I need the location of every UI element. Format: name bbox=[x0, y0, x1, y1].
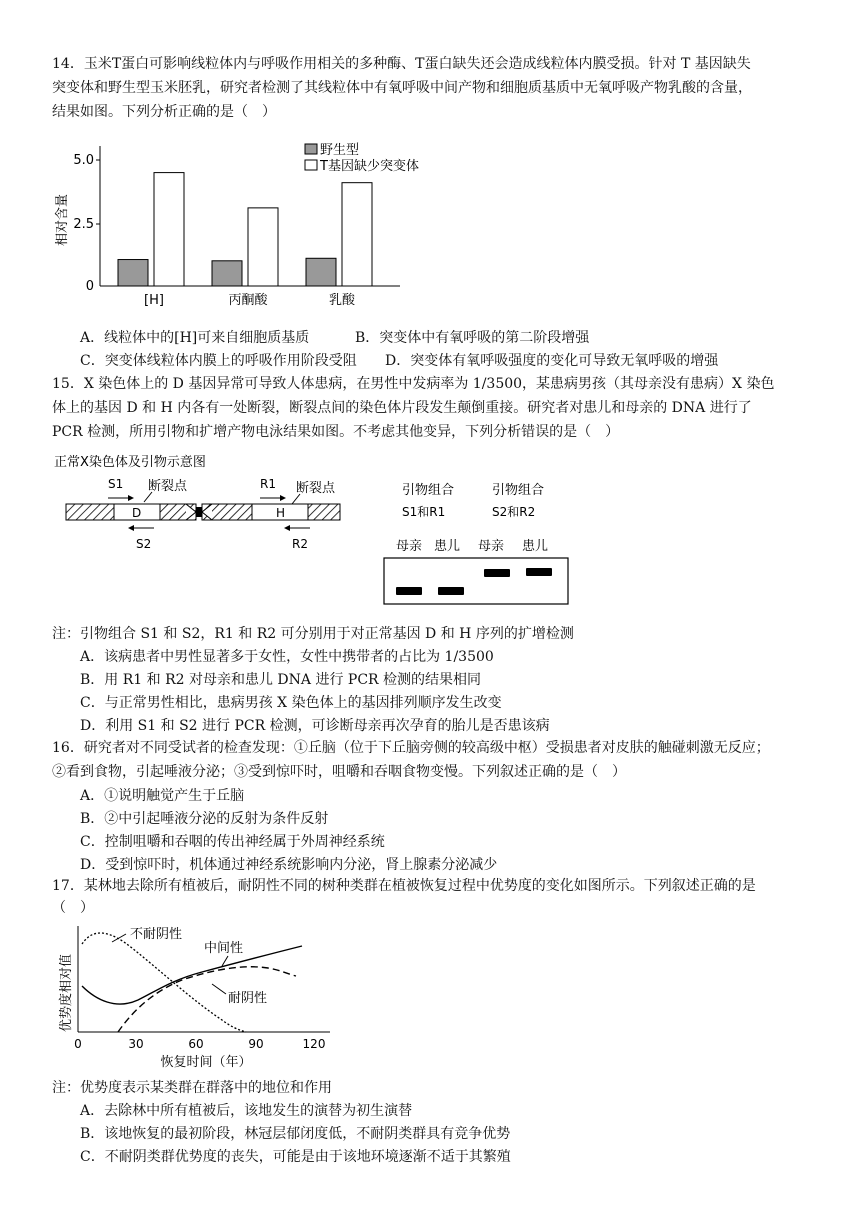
curve-xlabel: 恢复时间（年） bbox=[160, 1055, 252, 1070]
q14-bar-chart bbox=[52, 138, 452, 318]
primer-s1-label: S1 bbox=[108, 477, 124, 491]
q15-option-a: A．该病患者中男性显著多于女性，女性中携带者的占比为 1/3500 bbox=[80, 649, 494, 665]
lane-label-mother-2: 母亲 bbox=[478, 539, 505, 554]
chart-ytick-1: 2.5 bbox=[73, 217, 94, 232]
gene-d-label: D bbox=[132, 506, 142, 520]
primer-s1-arrowhead bbox=[128, 495, 134, 501]
q17-stem-line-2: （ ） bbox=[52, 900, 94, 916]
primer-r2-label: R2 bbox=[292, 537, 308, 551]
q17-option-a: A．去除林中所有植被后，该地发生的演替为初生演替 bbox=[80, 1103, 413, 1119]
lane-label-mother-1: 母亲 bbox=[396, 539, 423, 554]
curve-tolerant bbox=[82, 946, 302, 1004]
bar-mutant-2 bbox=[342, 183, 372, 286]
q15-gel-electrophoresis bbox=[380, 476, 580, 608]
gel-band-mother-s1r1 bbox=[396, 587, 422, 595]
q16-option-d: D．受到惊吓时，机体通过神经系统影响内分泌，肾上腺素分泌减少 bbox=[80, 857, 498, 873]
bar-wildtype-0 bbox=[118, 260, 148, 286]
gel-band-child-s1r1 bbox=[438, 587, 464, 595]
q15-option-d: D．利用 S1 和 S2 进行 PCR 检测，可诊断母亲再次孕育的胎儿是否患该病 bbox=[80, 718, 550, 734]
primer-r1-arrowhead bbox=[280, 495, 286, 501]
gel-group1-sub: S1和R1 bbox=[402, 505, 446, 519]
chart-category-label: [H] bbox=[144, 293, 164, 308]
gel-group2-sub: S2和R2 bbox=[492, 505, 536, 519]
curve-xtick-90: 90 bbox=[248, 1037, 264, 1051]
q14-stem-line-2: 突变体和野生型玉米胚乳，研究者检测了其线粒体中有氧呼吸中间产物和细胞质基质中无氧呼吸产物乳酸的含量， bbox=[52, 80, 752, 96]
q15-chromosome-diagram bbox=[52, 450, 352, 560]
q16-stem-line-2: ②看到食物，引起唾液分泌；③受到惊吓时，咀嚼和吞咽食物变慢。下列叙述正确的是（ ） bbox=[52, 764, 626, 780]
lane-label-child-1: 患儿 bbox=[434, 539, 461, 554]
q14-option-c: C．突变体线粒体内膜上的呼吸作用阶段受阻 bbox=[80, 353, 357, 369]
q15-stem-line-3: PCR 检测，所用引物和扩增产物电泳结果如图。不考虑其他变异，下列分析错误的是（ ） bbox=[52, 424, 620, 440]
curve-label-tolerant: 耐阴性 bbox=[228, 991, 268, 1006]
primer-r2-arrowhead bbox=[284, 525, 290, 531]
q14-stem-line-1: 14．玉米T蛋白可影响线粒体内与呼吸作用相关的多种酶、T蛋白缺失还会造成线粒体内膜受损。针对 T 基因缺失 bbox=[52, 56, 751, 72]
primer-s2-arrowhead bbox=[128, 525, 134, 531]
q14-option-d: D．突变体有氧呼吸强度的变化可导致无氧呼吸的增强 bbox=[385, 353, 719, 369]
centromere-core bbox=[196, 507, 202, 517]
curve-xtick-120: 120 bbox=[302, 1037, 326, 1051]
chart-ytick-2: 5.0 bbox=[73, 153, 94, 168]
q14-option-a: A．线粒体中的[H]可来自细胞质基质 bbox=[80, 330, 310, 346]
q14-stem-line-3: 结果如图。下列分析正确的是（ ） bbox=[52, 104, 276, 120]
label-pointer-intolerant bbox=[112, 934, 126, 942]
chart-bars bbox=[118, 173, 372, 286]
chart-ylabel: 相对含量 bbox=[55, 193, 70, 246]
chart-ytick-0: 0 bbox=[85, 279, 94, 294]
q17-option-c: C．不耐阴类群优势度的丧失，可能是由于该地环境逐渐不适于其繁殖 bbox=[80, 1149, 511, 1165]
primer-r1-label: R1 bbox=[260, 477, 276, 491]
curve-label-intermediate: 中间性 bbox=[204, 941, 244, 956]
q14-option-b: B．突变体中有氧呼吸的第二阶段增强 bbox=[355, 330, 590, 346]
curve-xtick-30: 30 bbox=[128, 1037, 144, 1051]
bar-wildtype-1 bbox=[212, 261, 242, 286]
label-pointer-intermediate bbox=[222, 956, 228, 966]
q16-option-a: A．①说明触觉产生于丘脑 bbox=[80, 788, 245, 804]
q16-stem-line-1: 16．研究者对不同受试者的检查发现：①丘脑（位于下丘脑旁侧的较高级中枢）受损患者对皮肤的触碰刺激无反应； bbox=[52, 740, 770, 756]
gel-frame bbox=[384, 558, 568, 604]
curve-intermediate bbox=[118, 967, 296, 1032]
q15-note: 注：引物组合 S1 和 S2，R1 和 R2 可分别用于对正常基因 D 和 H 序列的扩增检测 bbox=[52, 626, 574, 642]
q17-option-b: B．该地恢复的最初阶段，林冠层郁闭度低，不耐阴类群具有竞争优势 bbox=[80, 1126, 511, 1142]
gel-band-mother-s2r2 bbox=[484, 569, 510, 577]
label-pointer-tolerant bbox=[212, 984, 226, 994]
chart-category-label: 丙酮酸 bbox=[228, 293, 268, 308]
q17-dominance-curve bbox=[52, 920, 352, 1072]
gene-h-label: H bbox=[276, 506, 286, 520]
gel-band-child-s2r2 bbox=[526, 568, 552, 576]
q16-option-c: C．控制咀嚼和吞咽的传出神经属于外周神经系统 bbox=[80, 834, 385, 850]
curve-ylabel: 优势度相对值 bbox=[59, 953, 74, 1032]
gel-group1-title: 引物组合 bbox=[402, 483, 455, 498]
gel-group2-title: 引物组合 bbox=[492, 483, 545, 498]
chromosome-diagram-title: 正常X染色体及引物示意图 bbox=[54, 455, 206, 470]
bar-mutant-1 bbox=[248, 208, 278, 286]
q17-note: 注：优势度表示某类群在群落中的地位和作用 bbox=[52, 1080, 332, 1096]
primer-s2-label: S2 bbox=[136, 537, 152, 551]
break-point-label-1: 断裂点 bbox=[148, 479, 188, 494]
q15-option-b: B．用 R1 和 R2 对母亲和患儿 DNA 进行 PCR 检测的结果相同 bbox=[80, 672, 482, 688]
q15-stem-line-1: 15．X 染色体上的 D 基因异常可导致人体患病，在男性中发病率为 1/3500，某患病男孩（其母亲没有患病）X 染色 bbox=[52, 376, 775, 392]
chart-category-label: 乳酸 bbox=[328, 293, 356, 308]
curve-label-intolerant: 不耐阴性 bbox=[130, 927, 183, 942]
bar-wildtype-2 bbox=[306, 258, 336, 286]
legend-swatch-wildtype bbox=[305, 144, 317, 154]
legend-label-mutant: T基因缺少突变体 bbox=[320, 159, 419, 174]
curve-xtick-60: 60 bbox=[188, 1037, 204, 1051]
legend-label-wildtype: 野生型 bbox=[320, 143, 360, 158]
lane-label-child-2: 患儿 bbox=[522, 539, 549, 554]
q15-stem-line-2: 体上的基因 D 和 H 内各有一处断裂，断裂点间的染色体片段发生颠倒重接。研究者对患儿和母亲的 DNA 进行了 bbox=[52, 400, 752, 416]
q17-stem-line-1: 17．某林地去除所有植被后，耐阴性不同的树种类群在植被恢复过程中优势度的变化如图所示。下列叙述正确的是 bbox=[52, 878, 756, 894]
break-point-label-2: 断裂点 bbox=[296, 481, 336, 496]
q15-option-c: C．与正常男性相比，患病男孩 X 染色体上的基因排列顺序发生改变 bbox=[80, 695, 502, 711]
bar-mutant-0 bbox=[154, 173, 184, 286]
q16-option-b: B．②中引起唾液分泌的反射为条件反射 bbox=[80, 811, 329, 827]
curve-xtick-0: 0 bbox=[74, 1037, 82, 1051]
legend-swatch-mutant bbox=[305, 160, 317, 170]
